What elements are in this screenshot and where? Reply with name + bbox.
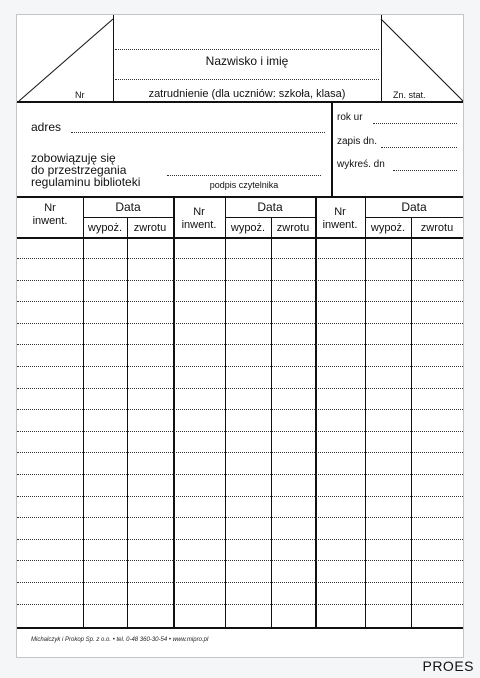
signature-dotted-line bbox=[167, 175, 321, 176]
entry-row-line bbox=[17, 431, 463, 432]
entry-row-line bbox=[17, 517, 463, 518]
returned-header: zwrotu bbox=[276, 222, 310, 234]
table-bottom-rule bbox=[17, 627, 463, 629]
nr-header: Nr bbox=[193, 206, 205, 218]
deleted-dotted-line bbox=[393, 170, 457, 171]
address-label: adres bbox=[31, 120, 62, 134]
data-subheader-rule bbox=[365, 217, 463, 218]
library-card bbox=[16, 14, 464, 658]
reader-right-divider bbox=[331, 102, 333, 196]
entry-row-line bbox=[17, 496, 463, 497]
column-rule bbox=[365, 197, 366, 627]
entry-row-line bbox=[17, 560, 463, 561]
name-label: Nazwisko i imię bbox=[205, 54, 289, 68]
entry-row-line bbox=[17, 388, 463, 389]
employment-label: zatrudnienie (dla uczniów: szkoła, klasa) bbox=[148, 88, 346, 100]
year-dotted-line bbox=[373, 123, 457, 124]
entry-row-line bbox=[17, 409, 463, 410]
date-header: Data bbox=[115, 200, 141, 214]
column-rule bbox=[83, 197, 84, 627]
entry-row-line bbox=[17, 366, 463, 367]
returned-header: zwrotu bbox=[420, 222, 454, 234]
data-subheader-rule bbox=[83, 217, 173, 218]
entry-row-line bbox=[17, 344, 463, 345]
entry-row-line bbox=[17, 604, 463, 605]
name-dotted-line bbox=[115, 49, 379, 50]
deleted-label: wykreś. dn bbox=[337, 159, 385, 170]
entry-row-line bbox=[17, 452, 463, 453]
group-divider-2 bbox=[315, 197, 317, 627]
inventory-header: inwent. bbox=[32, 215, 68, 227]
nr-header: Nr bbox=[44, 202, 56, 214]
record-label: zapis dn. bbox=[337, 136, 378, 147]
returned-header: zwrotu bbox=[133, 222, 167, 234]
signature-label: podpis czytelnika bbox=[209, 180, 279, 190]
entry-row-line bbox=[17, 301, 463, 302]
column-rule bbox=[271, 217, 272, 627]
address-dotted-line bbox=[71, 132, 325, 133]
date-header: Data bbox=[257, 200, 283, 214]
borrowed-header: wypoż. bbox=[370, 222, 406, 234]
data-subheader-rule bbox=[225, 217, 315, 218]
entry-row-line bbox=[17, 474, 463, 475]
proes-logo-text: PROES bbox=[422, 658, 474, 674]
borrowed-header: wypoż. bbox=[230, 222, 266, 234]
commitment-line-3: regulaminu biblioteki bbox=[31, 175, 141, 189]
inventory-header: inwent. bbox=[181, 219, 217, 231]
name-entry-line bbox=[115, 79, 379, 80]
entry-row-line bbox=[17, 539, 463, 540]
column-rule bbox=[411, 217, 412, 627]
commitment-line-1: zobowiązuję się bbox=[31, 151, 116, 165]
publisher-footer: Michalczyk i Prokop Sp. z o.o. • tel. 0-48 360-30-54 • www.mipro.pl bbox=[31, 637, 209, 643]
commitment-line-2: do przestrzegania bbox=[31, 163, 127, 177]
entry-row-line bbox=[17, 582, 463, 583]
table-header-rule bbox=[17, 237, 463, 239]
date-header: Data bbox=[401, 200, 427, 214]
nr-header: Nr bbox=[334, 206, 346, 218]
nr-label: Nr bbox=[75, 90, 85, 100]
record-dotted-line bbox=[381, 147, 457, 148]
year-label: rok ur bbox=[337, 112, 363, 123]
inventory-header: inwent. bbox=[322, 219, 358, 231]
column-rule bbox=[127, 217, 128, 627]
column-rule bbox=[225, 197, 226, 627]
entry-row-line bbox=[17, 258, 463, 259]
status-label: Zn. stat. bbox=[393, 90, 426, 100]
entry-row-line bbox=[17, 280, 463, 281]
borrowed-header: wypoż. bbox=[87, 222, 123, 234]
group-divider-1 bbox=[173, 197, 175, 627]
entry-row-line bbox=[17, 323, 463, 324]
